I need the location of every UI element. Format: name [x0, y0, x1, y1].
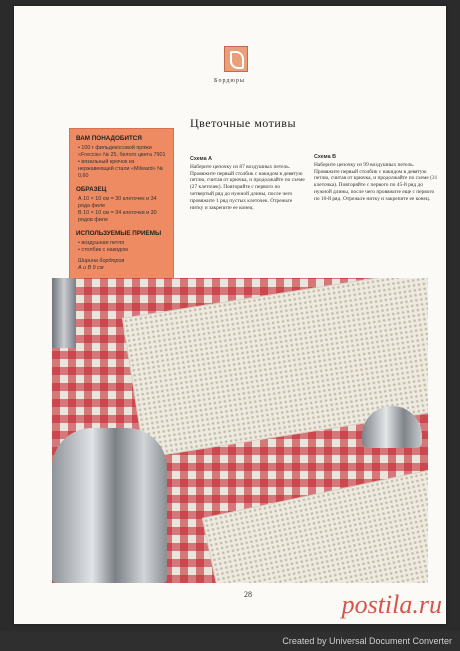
scheme-b-text: Наберите цепочку из 99 воздушных петель. Провяжите первый столбик с накидом в девятую петлю, считая от крючка, и продолжайте по схеме (31 клеточка). Повторяйте с первого по 45-й ряд до нужной длины, после чего провяжите еще с первого по 10-й ряд. Отрежьте нитку и закрепите ее конец. — [314, 161, 438, 202]
width-label: Ширина бордюров — [78, 258, 125, 264]
scheme-a-heading: Схема А — [190, 156, 212, 162]
book-logo-icon — [224, 46, 248, 72]
technique-item: • столбик с накидом — [78, 247, 128, 253]
converter-footer: Created by Universal Document Converter — [0, 631, 460, 651]
scheme-b — [314, 154, 439, 203]
page — [14, 6, 446, 624]
page-title: Цветочные мотивы — [190, 116, 297, 130]
width-value: А и В 9 см — [78, 265, 104, 271]
sample-item: А 10 × 10 см = 30 клеточек и 34 ряда филе — [78, 196, 157, 209]
technique-item: • воздушная петля — [78, 240, 125, 246]
section-heading: Бордюры — [214, 78, 245, 84]
metal-cup-image — [52, 278, 76, 348]
sample-heading: ОБРАЗЕЦ — [76, 186, 107, 193]
sample-item: В 10 × 10 см = 34 клеточки и 30 рядов филе — [78, 210, 157, 223]
lace-border-b-image — [202, 455, 428, 583]
materials-heading: ВАМ ПОНАДОБИТСЯ — [76, 135, 142, 142]
scheme-b-heading: Схема В — [314, 154, 336, 160]
material-item: • вязальный крючок из нержавеющей стали «Milward» № 0,60 — [78, 159, 163, 179]
page-number: 28 — [244, 590, 252, 599]
lace-border-photo — [52, 278, 428, 583]
techniques-heading: ИСПОЛЬЗУЕМЫЕ ПРИЕМЫ — [76, 230, 162, 237]
site-watermark: postila.ru — [341, 590, 442, 619]
baking-mold-image — [52, 428, 167, 583]
scheme-a-text: Наберите цепочку из 87 воздушных петель. Провяжите первый столбик с накидом в девятую петлю, считая от крючка, и продолжайте по схеме (27 клеточек). Повторяйте с первого по четвертый ряд до нужной длины, после чего провяжите 1 ряд пустых клеточек. Отрежьте нитку и закрепите ее конец. — [190, 163, 305, 211]
material-item: • 100 г фильдекосовой пряжи «Freccia» № 25, белого цвета 7901 — [78, 145, 166, 158]
scheme-a — [190, 156, 305, 211]
